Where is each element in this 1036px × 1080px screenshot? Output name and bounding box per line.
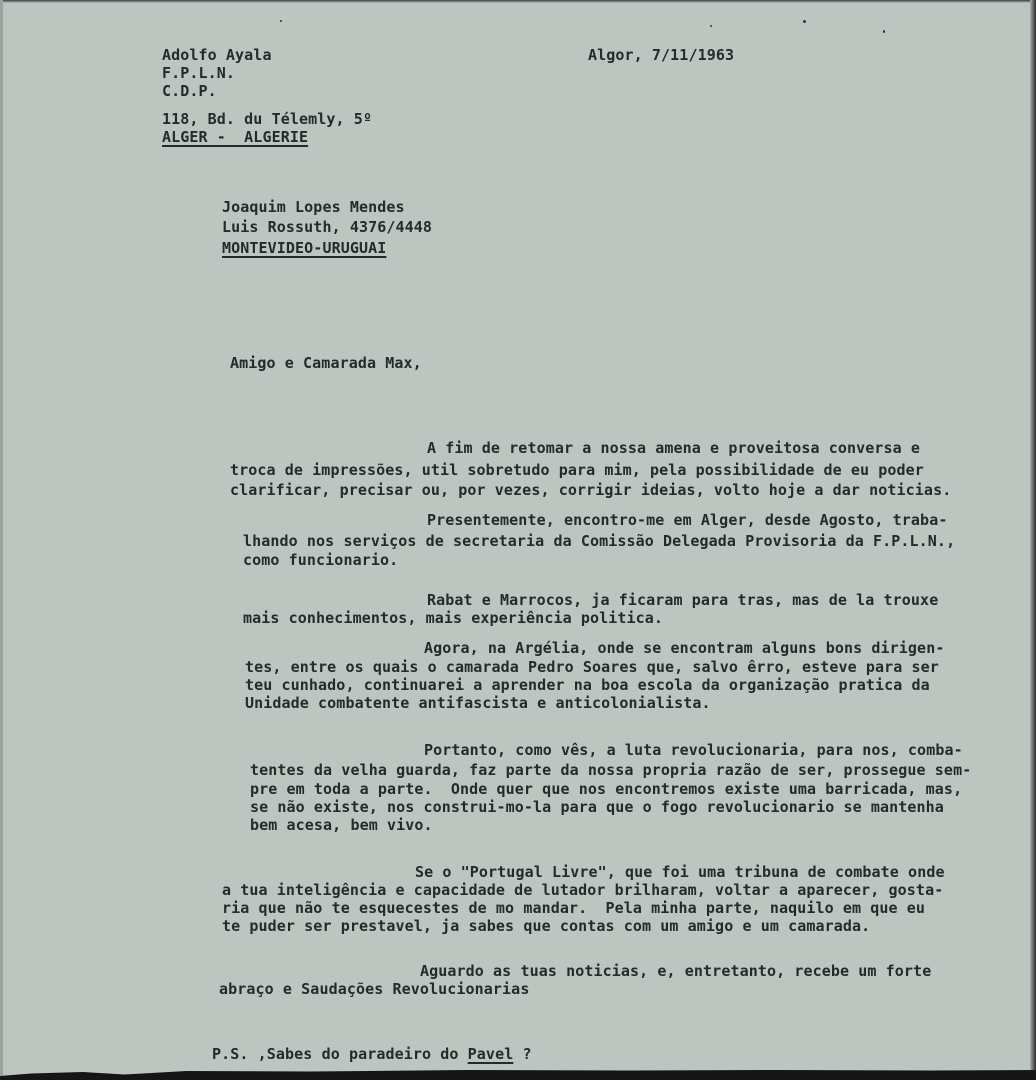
paragraph-line: Portanto, como vês, a luta revolucionaria, para nos, comba-	[424, 741, 963, 759]
paper-speck	[803, 20, 806, 23]
paragraph-line: mais conhecimentos, mais experiência politica.	[243, 609, 664, 627]
recipient-address: Luis Rossuth, 4376/4448	[222, 218, 433, 236]
sender-name: Adolfo Ayala	[162, 46, 272, 64]
paragraph-line: teu cunhado, continuarei a aprender na boa escola da organização pratica da	[245, 676, 930, 694]
paragraph-line: tes, entre os quais o camarada Pedro Soares que, salvo êrro, esteve para ser	[245, 658, 939, 676]
postscript-text: P.S. ,Sabes do paradeiro do	[212, 1045, 468, 1063]
page-edge-right	[1030, 0, 1036, 1080]
sender-city: ALGER - ALGERIE	[162, 128, 309, 146]
paragraph-line: se não existe, nos construi-mo-la para que o fogo revolucionario se mantenha	[250, 798, 944, 816]
paragraph-line: como funcionario.	[243, 551, 399, 569]
paragraph-line: A fim de retomar a nossa amena e proveitosa conversa e	[427, 439, 921, 457]
page-edge-bottom	[0, 1070, 1036, 1080]
paragraph-line: abraço e Saudações Revolucionarias	[219, 980, 530, 998]
salutation: Amigo e Camarada Max,	[230, 354, 422, 372]
paragraph-line: Unidade combatente antifascista e anticolonialista.	[245, 694, 711, 712]
paragraph-line: a tua inteligência e capacidade de lutador brilharam, voltar a aparecer, gosta-	[222, 881, 944, 899]
paragraph-line: clarificar, precisar ou, por vezes, corrigir ideias, volto hoje a dar noticias.	[230, 481, 952, 499]
recipient-city: MONTEVIDEO-URUGUAI	[222, 239, 387, 257]
letter-date: Algor, 7/11/1963	[588, 46, 735, 64]
postscript-name: Pavel	[467, 1045, 514, 1063]
paragraph-line: Presentemente, encontro-me em Alger, desde Agosto, traba-	[427, 511, 948, 529]
paper-speck	[883, 30, 885, 33]
paper-speck	[710, 25, 712, 27]
page-edge-top	[0, 0, 1036, 3]
paragraph-line: lhando nos serviços de secretaria da Comissão Delegada Provisoria da F.P.L.N.,	[243, 532, 956, 550]
page-edge-left	[0, 0, 3, 1080]
sender-address: 118, Bd. du Télemly, 5º	[162, 110, 373, 128]
paragraph-line: tentes da velha guarda, faz parte da nossa propria razão de ser, prossegue sem-	[250, 761, 972, 779]
paragraph-line: Agora, na Argélia, onde se encontram alguns bons dirigen-	[424, 639, 945, 657]
paragraph-line: bem acesa, bem vivo.	[250, 816, 433, 834]
paragraph-line: Rabat e Marrocos, ja ficaram para tras, mas de la trouxe	[427, 591, 939, 609]
sender-org: F.P.L.N.	[162, 64, 236, 82]
paragraph-line: ria que não te esquecestes de mo mandar. Pela minha parte, naquilo em que eu	[222, 899, 926, 917]
paragraph-line: Se o "Portugal Livre", que foi uma tribuna de combate onde	[415, 863, 945, 881]
paragraph-line: pre em toda a parte. Onde quer que nos encontremos existe uma barricada, mas,	[250, 780, 963, 798]
postscript-suffix: ?	[513, 1045, 532, 1063]
postscript	[212, 1046, 532, 1064]
paragraph-line: Aguardo as tuas noticias, e, entretanto, recebe um forte	[420, 962, 932, 980]
recipient-name: Joaquim Lopes Mendes	[222, 198, 405, 216]
paper-speck	[280, 20, 282, 22]
sender-dept: C.D.P.	[162, 82, 217, 100]
paragraph-line: troca de impressões, util sobretudo para mim, pela possibilidade de eu poder	[230, 461, 924, 479]
paragraph-line: te puder ser prestavel, ja sabes que contas com um amigo e um camarada.	[222, 917, 871, 935]
